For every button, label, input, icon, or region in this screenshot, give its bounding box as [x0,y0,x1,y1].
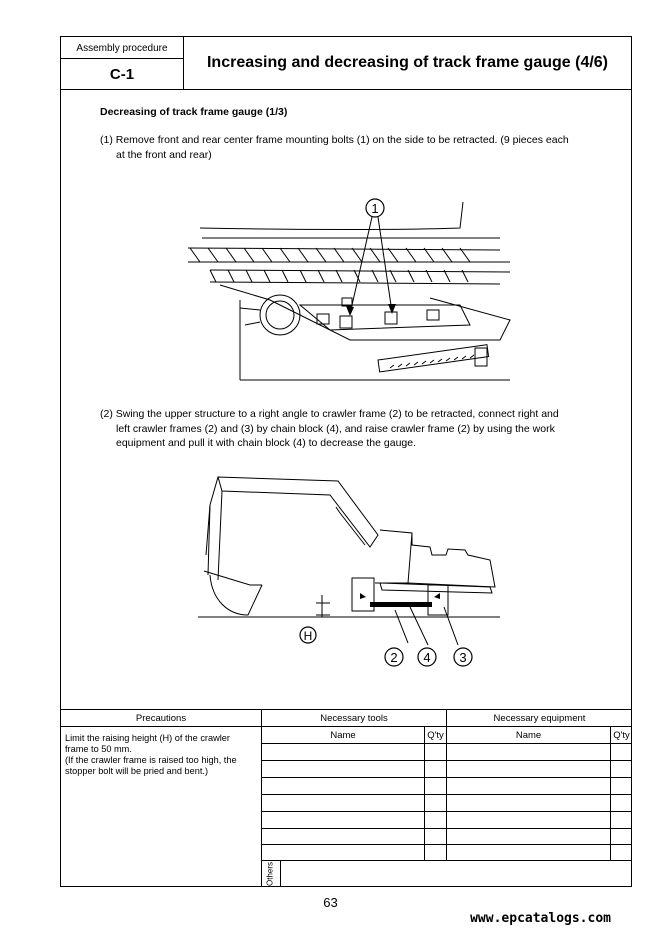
equipment-qty-column: Q'ty [613,729,630,741]
step-1-line-2: at the front and rear) [116,148,212,161]
tools-name-column: Name [330,729,356,741]
page-number: 63 [323,895,338,910]
watermark: www.epcatalogs.com [470,911,611,926]
header-bottom [60,89,632,90]
equipment-name-column: Name [515,729,542,741]
table-row-line [261,828,632,829]
precautions-text-1: Limit the raising height (H) of the crawler frame to 50 mm. [65,733,230,754]
step-2 [100,407,600,451]
others-label: Others [265,861,275,886]
table-tools-qty-divider [424,726,425,860]
figure-track-frame-bolts [180,190,520,390]
equipment-header: Necessary equipment [493,712,586,724]
table-row-line [261,760,632,761]
table-row-line [261,844,632,845]
figure1-callout-1: 1 [371,201,379,216]
table-colhead-bottom [261,743,632,744]
table-others-divider [280,860,281,887]
step-1-line-1: (1) Remove front and rear center frame mounting bolts (1) on the side to be retracted. (9 pieces each [100,134,569,146]
tools-header: Necessary tools [320,712,388,724]
procedure-code: C-1 [109,65,135,83]
precautions-text-2: (If the crawler frame is raised too high, the stopper bolt will be pried and bent.) [65,755,237,776]
section-subheading: Decreasing of track frame gauge (1/3) [100,106,288,118]
table-row-line [261,794,632,795]
figure2-callout-2: 2 [390,650,398,665]
figure2-callout-4: 4 [423,650,431,665]
figure2-callout-3: 3 [459,650,467,665]
table-row-line [261,777,632,778]
tools-qty-column: Q'ty [427,729,444,741]
step-2-line-3: equipment and pull it with chain block (4) to decrease the gauge. [116,437,417,449]
header-split [60,58,183,59]
table-equipment-qty-divider [610,726,611,860]
figure-excavator-chain-block [190,465,510,675]
table-row-line [261,811,632,812]
page-title: Increasing and decreasing of track frame gauge (4/6) [206,54,609,71]
table-others-top [261,860,632,861]
precautions-header: Precautions [135,712,187,724]
procedure-label: Assembly procedure [76,42,168,54]
precautions-text [65,733,255,777]
step-1 [100,133,600,162]
step-2-line-2: left crawler frames (2) and (3) by chain block (4), and raise crawler frame (2) by using the work [116,422,555,435]
figure2-height-label: H [303,629,313,643]
step-2-line-1: (2) Swing the upper structure to a right angle to crawler frame (2) to be retracted, connect right and [100,408,559,420]
